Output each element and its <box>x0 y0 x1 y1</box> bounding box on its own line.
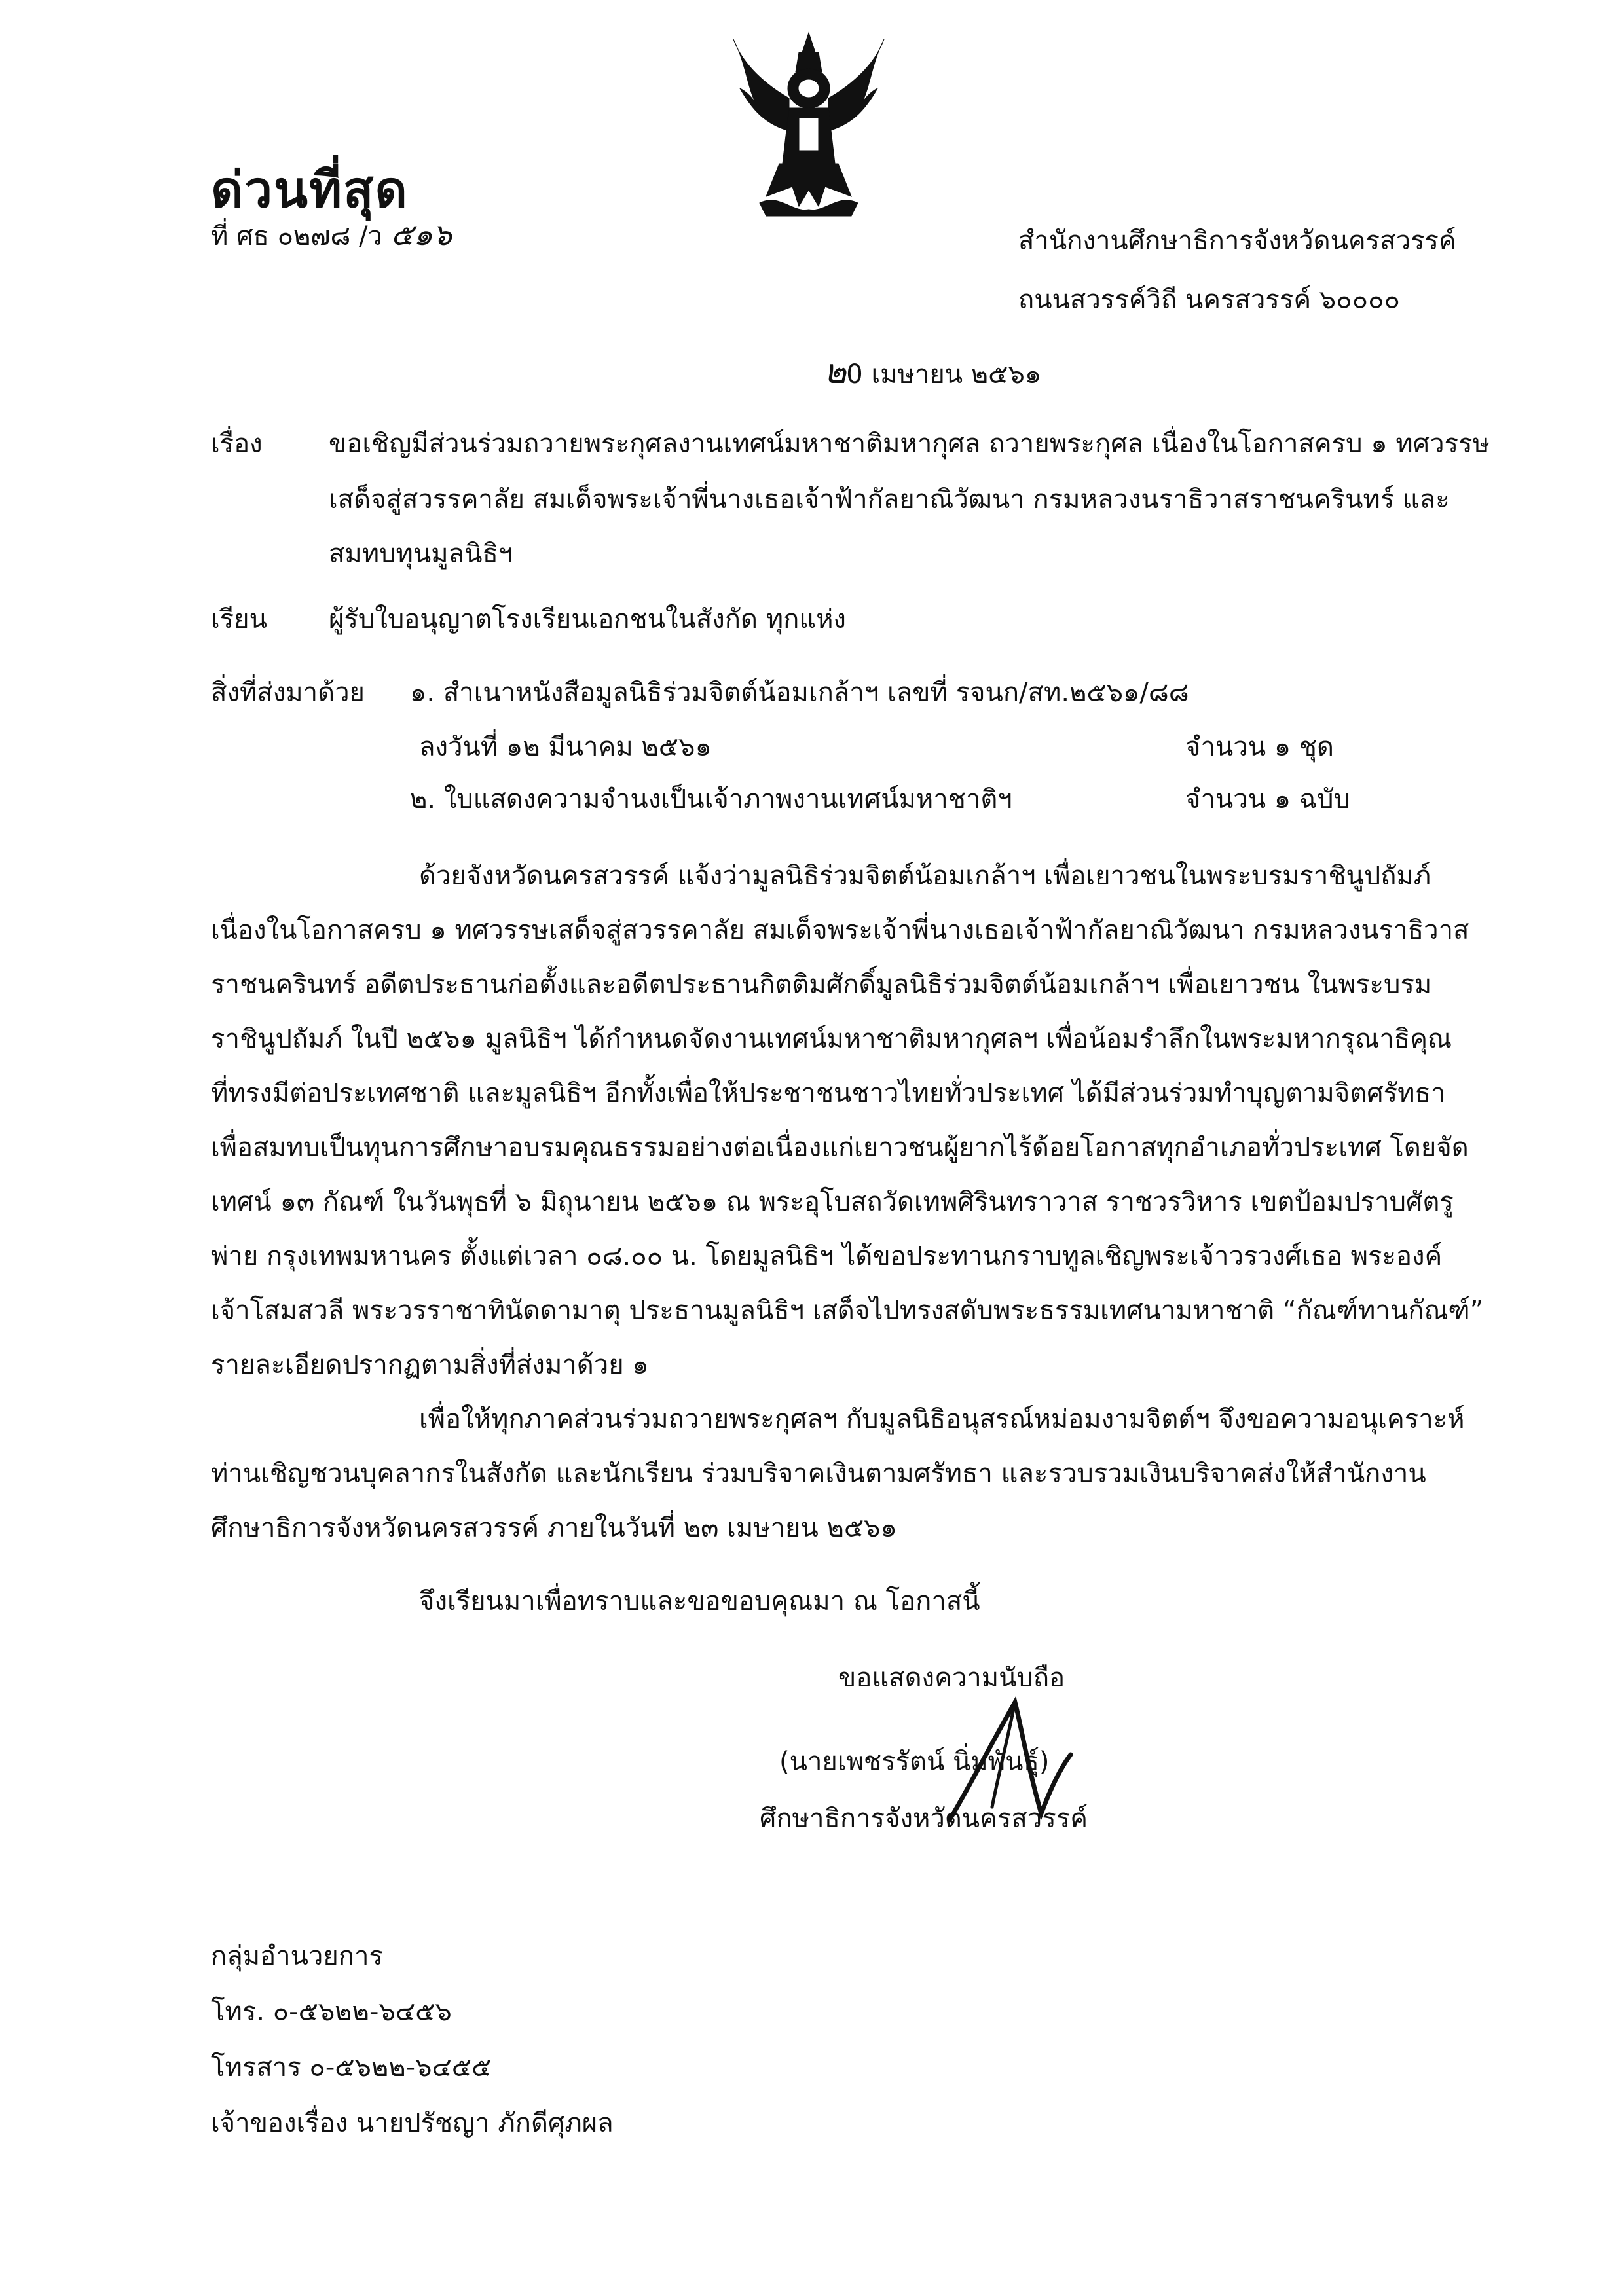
subject-line-1: ขอเชิญมีส่วนร่วมถวายพระกุศลงานเทศน์มหาชาติมหากุศล ถวายพระกุศล เนื่องในโอกาสครบ ๑ ทศวรรษ <box>329 429 1490 459</box>
garuda-emblem <box>727 26 891 223</box>
urgency-stamp: ด่วนที่สุด <box>211 160 409 219</box>
body-p1-line-10: รายละเอียดปรากฏตามสิ่งที่ส่งมาด้วย ๑ <box>211 1350 649 1380</box>
contact-phone: โทร. ๐-๕๖๒๒-๖๔๕๖ <box>211 1997 452 2027</box>
signatory-name: (นายเพชรรัตน์ นิ่มพันธุ์) <box>779 1747 1050 1777</box>
body-p1-line-1: ด้วยจังหวัดนครสวรรค์ แจ้งว่ามูลนิธิร่วมจิตต์น้อมเกล้าฯ เพื่อเยาวชนในพระบรมราชินูปถัมภ์ <box>419 861 1431 891</box>
closing-line: จึงเรียนมาเพื่อทราบและขอขอบคุณมา ณ โอกาสนี้ <box>419 1586 980 1616</box>
enclosure-1-line-2: ลงวันที่ ๑๒ มีนาคม ๒๕๖๑ <box>419 732 712 762</box>
document-number <box>211 216 452 255</box>
date-text: 0 เมษายน ๒๕๖๑ <box>846 359 1042 390</box>
sender-office: สำนักงานศึกษาธิการจังหวัดนครสวรรค์ <box>1018 226 1456 256</box>
enclosure-1-line-1: ๑. สำเนาหนังสือมูลนิธิร่วมจิตต์น้อมเกล้าฯ เลขที่ รจนก/สท.๒๕๖๑/๘๘ <box>410 678 1189 708</box>
regards-text: ขอแสดงความนับถือ <box>838 1663 1065 1693</box>
body-p1-line-5: ที่ทรงมีต่อประเทศชาติ และมูลนิธิฯ อีกทั้งเพื่อให้ประชาชนชาวไทยทั่วประเทศ ได้มีส่วนร่วมทำบุญตามจิตศรัทธา <box>211 1078 1446 1108</box>
signatory-position: ศึกษาธิการจังหวัดนครสวรรค์ <box>760 1804 1088 1834</box>
recipient-label: เรียน <box>211 604 267 634</box>
document-date <box>824 354 1041 393</box>
body-p1-line-8: พ่าย กรุงเทพมหานคร ตั้งแต่เวลา ๐๘.๐๐ น. โดยมูลนิธิฯ ได้ขอประทานกราบทูลเชิญพระเจ้าวรวงศ์เธอ พระองค์ <box>211 1241 1443 1271</box>
recipient-text: ผู้รับใบอนุญาตโรงเรียนเอกชนในสังกัด ทุกแห่ง <box>329 604 846 634</box>
enclosures-label: สิ่งที่ส่งมาด้วย <box>211 678 365 708</box>
contact-department: กลุ่มอำนวยการ <box>211 1941 383 1971</box>
body-p1-line-2: เนื่องในโอกาสครบ ๑ ทศวรรษเสด็จสู่สวรรคาลัย สมเด็จพระเจ้าพี่นางเธอเจ้าฟ้ากัลยาณิวัฒนา กรมหลวงนราธิวาส <box>211 915 1469 945</box>
date-handwritten-day: ๒ <box>824 352 847 392</box>
enclosure-2-line-1: ๒. ใบแสดงความจำนงเป็นเจ้าภาพงานเทศน์มหาชาติฯ <box>410 784 1012 814</box>
body-p2-line-3: ศึกษาธิการจังหวัดนครสวรรค์ ภายในวันที่ ๒๓ เมษายน ๒๕๖๑ <box>211 1513 897 1543</box>
document-number-handwritten: ๕๑๖ <box>390 217 452 252</box>
body-p2-line-2: ท่านเชิญชวนบุคลากรในสังกัด และนักเรียน ร่วมบริจาคเงินตามศรัทธา และรวบรวมเงินบริจาคส่งให้สำนักงาน <box>211 1459 1426 1489</box>
body-p2-line-1: เพื่อให้ทุกภาคส่วนร่วมถวายพระกุศลฯ กับมูลนิธิอนุสรณ์หม่อมงามจิตต์ฯ จึงขอความอนุเคราะห์ <box>419 1404 1465 1434</box>
subject-label: เรื่อง <box>211 429 263 459</box>
enclosure-2-quantity: จำนวน ๑ ฉบับ <box>1185 784 1350 814</box>
enclosure-1-quantity: จำนวน ๑ ชุด <box>1185 732 1334 762</box>
contact-owner: เจ้าของเรื่อง นายปรัชญา ภักดีศุภผล <box>211 2108 614 2138</box>
sender-address: ถนนสวรรค์วิถี นครสวรรค์ ๖๐๐๐๐ <box>1018 285 1400 315</box>
body-p1-line-7: เทศน์ ๑๓ กัณฑ์ ในวันพุธที่ ๖ มิถุนายน ๒๕๖๑ ณ พระอุโบสถวัดเทพศิรินทราวาส ราชวรวิหาร เขตป้อมปราบศัตรู <box>211 1187 1454 1217</box>
body-p1-line-9: เจ้าโสมสวลี พระวรราชาทินัดดามาตุ ประธานมูลนิธิฯ เสด็จไปทรงสดับพระธรรมเทศนามหาชาติ “กัณฑ์ทานกัณฑ์” <box>211 1296 1484 1326</box>
subject-line-3: สมทบทุนมูลนิธิฯ <box>329 539 513 569</box>
body-p1-line-6: เพื่อสมทบเป็นทุนการศึกษาอบรมคุณธรรมอย่างต่อเนื่องแก่เยาวชนผู้ยากไร้ด้อยโอกาสทุกอำเภอทั่วประเทศ โดยจัด <box>211 1133 1469 1163</box>
body-p1-line-3: ราชนครินทร์ อดีตประธานก่อตั้งและอดีตประธานกิตติมศักดิ์มูลนิธิร่วมจิตต์น้อมเกล้าฯ เพื่อเยาวชน ในพระบรม <box>211 970 1432 1000</box>
body-p1-line-4: ราชินูปถัมภ์ ในปี ๒๕๖๑ มูลนิธิฯ ได้กำหนดจัดงานเทศน์มหาชาติมหากุศลฯ เพื่อน้อมรำลึกในพระมหากรุณาธิคุณ <box>211 1024 1452 1054</box>
subject-line-2: เสด็จสู่สวรรคาลัย สมเด็จพระเจ้าพี่นางเธอเจ้าฟ้ากัลยาณิวัฒนา กรมหลวงนราธิวาสราชนครินทร์ และ <box>329 484 1450 515</box>
document-number-prefix: ที่ ศธ ๐๒๗๘ /ว <box>211 221 382 251</box>
contact-fax: โทรสาร ๐-๕๖๒๒-๖๔๕๕ <box>211 2052 492 2083</box>
